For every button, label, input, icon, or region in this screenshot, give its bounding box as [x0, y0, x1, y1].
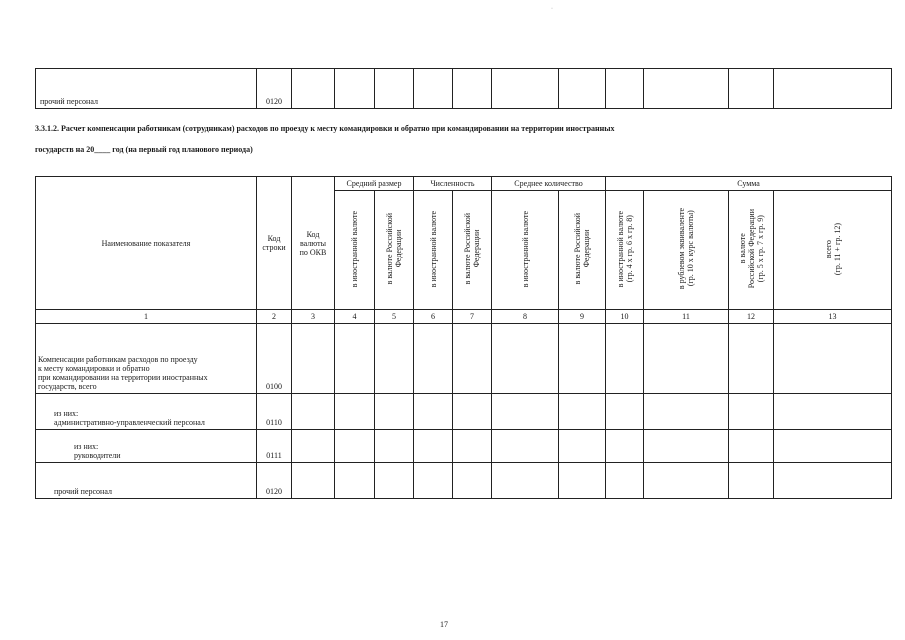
- row-name-cell: из них: административно-управленческий персонал: [36, 394, 257, 430]
- row-code-cell: 0120: [257, 463, 292, 499]
- previous-table-fragment: [35, 68, 892, 109]
- column-number: 10: [606, 310, 644, 324]
- column-number: 13: [774, 310, 892, 324]
- table-row: [36, 324, 892, 394]
- header-col5: в валюте Российской Федерации: [375, 191, 414, 310]
- table-row: [36, 463, 892, 499]
- scan-speck: ·: [551, 6, 553, 12]
- page-number: 17: [440, 620, 448, 629]
- header-col7: в валюте Российской Федерации: [453, 191, 492, 310]
- header-headcount: Численность: [414, 177, 492, 191]
- column-number: 2: [257, 310, 292, 324]
- column-number: 5: [375, 310, 414, 324]
- header-col8: в иностранной валюте: [492, 191, 559, 310]
- column-number: 7: [453, 310, 492, 324]
- column-number: 1: [36, 310, 257, 324]
- column-number: 12: [729, 310, 774, 324]
- header-currency-code: Код валюты по ОКВ: [292, 177, 335, 310]
- row-name-cell: прочий персонал: [36, 463, 257, 499]
- header-col4: в иностранной валюте: [335, 191, 375, 310]
- header-name: Наименование показателя: [36, 177, 257, 310]
- column-number-row: [36, 310, 892, 324]
- row-code-cell: 0110: [257, 394, 292, 430]
- header-col9: в валюте Российской Федерации: [559, 191, 606, 310]
- row-code-cell: 0111: [257, 430, 292, 463]
- table-row: [36, 69, 892, 109]
- header-col10: в иностранной валюте (гр. 4 х гр. 6 х гр. 8): [606, 191, 644, 310]
- row-code-cell: 0120: [257, 69, 292, 109]
- column-number: 9: [559, 310, 606, 324]
- section-subtitle: государств на 20____ год (на первый год планового периода): [35, 145, 253, 154]
- row-code-cell: 0100: [257, 324, 292, 394]
- table-row: [36, 430, 892, 463]
- row-name-cell: прочий персонал: [36, 69, 257, 109]
- row-name-cell: Компенсации работникам расходов по проезду к месту командировки и обратно при командировании на территории иностранных государств, всего: [36, 324, 257, 394]
- compensation-table: [35, 176, 892, 499]
- header-col13: всего (гр. 11 + гр. 12): [774, 191, 892, 310]
- column-number: 6: [414, 310, 453, 324]
- header-avg-amount: Средний размер: [335, 177, 414, 191]
- column-number: 8: [492, 310, 559, 324]
- header-col12: в валюте Российской Федерации (гр. 5 х гр. 7 х гр. 9): [729, 191, 774, 310]
- table-row: [36, 394, 892, 430]
- column-number: 11: [644, 310, 729, 324]
- column-number: 3: [292, 310, 335, 324]
- header-avg-quantity: Среднее количество: [492, 177, 606, 191]
- header-sum: Сумма: [606, 177, 892, 191]
- column-number: 4: [335, 310, 375, 324]
- section-title: 3.3.1.2. Расчет компенсации работникам (сотрудникам) расходов по проезду к месту командировки и обратно при командировании на территории иностранных: [35, 124, 615, 133]
- header-col11: в рублевом эквиваленте (гр. 10 х курс валюты): [644, 191, 729, 310]
- row-name-cell: из них: руководители: [36, 430, 257, 463]
- header-col6: в иностранной валюте: [414, 191, 453, 310]
- header-line-code: Код строки: [257, 177, 292, 310]
- header-row-groups: [36, 177, 892, 191]
